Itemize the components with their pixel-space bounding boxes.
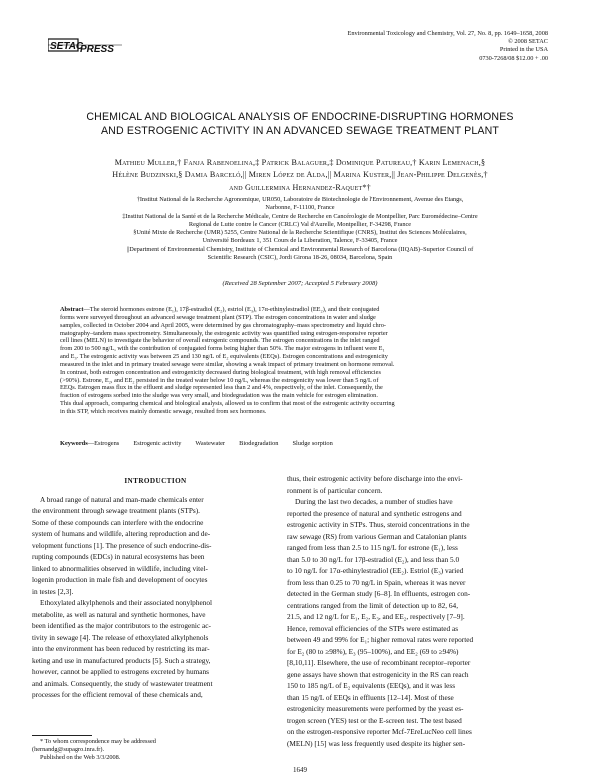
body-line: the environment through sewage treatment plants (STPs). (32, 506, 200, 515)
abstract-line: (>90%). Estrone, E₂, and EE₂ persisted in the treated water below 10 ng/L, whereas the estrogenicity was lower than 5 ng/L of (60, 376, 379, 384)
body-line: tivity in sewage [4]. The release of ethoxylated alkylphenols (32, 632, 209, 642)
body-line: metabolite, as well as natural and synthetic hormones, have (32, 609, 206, 619)
footnote-line-1: * To whom correspondence may be addressed (40, 738, 156, 745)
keywords-label: Keywords (60, 440, 88, 447)
setac-press-logo (48, 36, 122, 54)
title-line-2: AND ESTROGENIC ACTIVITY IN AN ADVANCED SEWAGE TREATMENT PLANT (100, 125, 500, 137)
body-line: 150 to 185 ng/L of E₂ equivalents (EEQs), and it was less (287, 681, 456, 690)
affiliation-line: Narbonne, F-11100, France (265, 204, 335, 212)
body-line: between 49 and 99% for E₁; higher removal rates were reported (287, 635, 474, 644)
authors-line-3: and Guillermina Hernandez-Raquet*† (229, 182, 371, 192)
body-line: (MELN) [15] was less frequently used despite its higher sen- (287, 738, 466, 748)
keyword: Estrogenic activity (133, 440, 182, 447)
body-line: raw sewage (RS) from various German and Catalonian plants (287, 531, 467, 541)
affiliation-line: Université Bordeaux 1, 351 Cours de la Liberation, Talence, F-33405, France (202, 237, 398, 245)
footnote-line-3: Published on the Web 3/3/2008. (40, 754, 121, 762)
abstract-line: forms were surveyed throughout an advanced sewage treatment plant (STP). The estrogen concentrations in water and sludge (60, 313, 376, 321)
body-line: on the estrogen-responsive reporter Mcf-7EreLucNeo cell lines (287, 727, 472, 736)
journal-line-4: 0730-7268/08 $12.00 + .00 (479, 54, 548, 62)
keyword: Wastewater (195, 440, 226, 447)
body-line: ronment is of particular concern. (287, 485, 383, 495)
body-line: keting and use in manufactured products [5]. Such a strategy, (32, 655, 211, 665)
abstract-label: Abstract (60, 306, 84, 313)
abstract-line: from 200 to 500 ng/L, with the contribution of conjugated forms being higher than 50%. The major estrogens in influent were E₁ (60, 345, 385, 353)
body-line: Hence, removal efficiencies of the STPs were estimated as (287, 623, 459, 633)
body-line: for E₂ (80 to ≥98%), E₃ (95–100%), and EE₂ (69 to ≥94%) (287, 646, 459, 656)
keyword: Sludge sorption (292, 440, 333, 447)
received-dates: (Received 28 September 2007; Accepted 5 February 2008) (222, 280, 378, 287)
footnote-rule (32, 735, 92, 736)
body-line: in testes [2,3]. (32, 586, 74, 596)
affiliation-line: Regional de Lutte contre le Cancer (CRLC) Val d'Aurelle, Montpellier, F-34298, France (188, 220, 412, 228)
page-number: 1649 (293, 766, 307, 774)
body-line: and animals. Consequently, the study of wastewater treatment (32, 678, 213, 688)
journal-line-3: Printed in the USA (499, 46, 548, 54)
abstract-line: cell lines (MELN) to investigate the behavior of overall estrogenic compounds. The estrogen concentrations in the inlet ranged (60, 337, 380, 345)
body-line: ranged from less than 2.5 to 115 ng/L for estrone (E₁), less (287, 543, 458, 552)
authors-line-1: Mathieu Muller,† Fanja Rabenoelina,‡ Patrick Balaguer,‡ Dominique Patureau,† Karin Lemenach,§ (114, 158, 486, 167)
abstract-line: matography–tandem mass spectrometry. Simultaneously, the estrogenic activity was quantified using estrogen-responsive reporter (60, 329, 388, 337)
journal-line-2: © 2008 SETAC (508, 38, 548, 46)
abstract (60, 306, 540, 416)
keyword: Biodegradation (239, 440, 279, 447)
setac-press-logo-mark (48, 36, 122, 54)
body-line: to 10 ng/L for 17α-ethinylestradiol (EE₂). Estriol (E₃) varied (287, 566, 464, 575)
svg-text:SETAC: SETAC (50, 41, 84, 52)
abstract-line: EEQs. Estrogen mass flux in the effluent and sludge represented less than 2 and 4%, respectively, of the inlet. Consequently, the (60, 384, 383, 392)
right-column (287, 473, 534, 749)
abstract-line: and E₃. The estrogenic activity was between 25 and 130 ng/L of E₂ equivalents (EEQs). Estrogen concentrations and estrogenicity (60, 353, 388, 361)
body-line: Ethoxylated alkylphenols and their associated nonylphenol (40, 598, 213, 607)
body-line: been identified as the major contributors to the estrogenic ac- (32, 621, 211, 630)
abstract-line: samples, collected in October 2004 and April 2005, were determined by gas chromatography–mass spectrometry and liquid chro- (60, 321, 386, 329)
abstract-line: fraction of estrogens sorbed into the sludge was very small, and biodegradation was the main vehicle for estrogen elimination. (60, 392, 378, 400)
journal-line-1: Environmental Toxicology and Chemistry, Vol. 27, No. 8, pp. 1649–1658, 2008 (347, 30, 548, 37)
body-line: gene assays have shown that estrogenicity in the RS can reach (287, 669, 469, 679)
body-line: logenin production in male fish and development of oocytes (32, 575, 208, 584)
authors-line-2: Hélène Budzinski,§ Damia Barceló,|| Miren López de Alda,|| Marina Kuster,|| Jean-Philippe Delgenès,† (112, 170, 488, 180)
left-column (32, 476, 279, 701)
affiliation-line: Scientific Research (CSIC), Jordi Girona 18-26, 08034, Barcelona, Spain (207, 254, 393, 262)
affiliation-line: ‡Institut National de la Santé et de la Recherche Médicale, Centre de Recherche en Cancérologie de Montpellier, Parc Euromédecine–Centre (122, 212, 478, 220)
keyword: —Estrogens (87, 440, 120, 447)
body-line: During the last two decades, a number of studies have (295, 497, 453, 506)
body-line: processes for the efficient removal of these chemicals and, (32, 690, 203, 699)
section-heading-introduction: INTRODUCTION (124, 477, 187, 485)
body-line: 21.5, and 12 ng/L for E₁, E₂, E₃, and EE₂, respectively [7–9]. (287, 612, 465, 621)
svg-text:PRESS: PRESS (80, 44, 114, 54)
body-line: estrogenicity measurements were performed by the yeast es- (287, 704, 464, 713)
body-line: rupting compounds (EDCs) in natural ecosystems has been (32, 552, 205, 561)
body-line: system of humans and wildlife, altering reproduction and de- (32, 529, 211, 538)
author-list (44, 157, 556, 194)
body-line: thus, their estrogenic activity before discharge into the envi- (287, 474, 463, 483)
affiliation-line: §Unité Mixte de Recherche (UMR) 5255, Centre National de la Recherche Scientifique (CNRS), Institut des Sciences Moléculaires, (133, 229, 467, 237)
abstract-line: in this STP, which receives mainly domestic sewage, resulted from sex hormones. (60, 407, 267, 415)
body-line: velopment functions [1]. The presence of such endocrine-dis- (32, 540, 212, 550)
footnotes (32, 738, 282, 763)
footnote-line-2: (hernandg@supagro.inra.fr). (32, 746, 105, 754)
body-line: than 15 ng/L of EEQs in effluents [12–14]. Most of these (287, 692, 454, 702)
affiliation-line: ||Department of Environmental Chemistry, Institute of Chemical and Environmental Research of Barcelona (IIQAB)–Superior Council of (126, 245, 474, 253)
body-line: into the environment has been reduced by restricting its mar- (32, 644, 210, 653)
body-line: A broad range of natural and man-made chemicals enter (40, 494, 204, 504)
keywords (60, 440, 540, 447)
body-line: reported the presence of natural and synthetic estrogens and (287, 508, 462, 518)
body-line: from less than 0.25 to 70 ng/L in Spain, whereas it was never (287, 577, 466, 587)
body-line: than 5.0 to 30 ng/L for 17β-estradiol (E₂), and less than 5.0 (287, 554, 460, 564)
body-line: however, cannot be applied to estrogens excreted by humans (32, 667, 210, 676)
body-line: detected in the German study [6–8]. In effluents, estrogen con- (287, 589, 471, 598)
affiliations (44, 196, 556, 262)
body-line: centrations ranged from the limit of detection up to 82, 64, (287, 600, 459, 610)
article-title (40, 110, 560, 138)
title-line-1: CHEMICAL AND BIOLOGICAL ANALYSIS OF ENDOCRINE-DISRUPTING HORMONES (86, 111, 514, 123)
body-line: [8,10,11]. Elsewhere, the use of recombinant receptor–reporter (287, 658, 471, 667)
abstract-line: This dual approach, comparing chemical and biological analysis, allowed us to confirm that most of the estrogenic activity occurring (60, 400, 395, 408)
affiliation-line: †Institut National de la Recherche Agronomique, UR050, Laboratoire de Biotechnologie de l'Environnement, Avenue des Etangs, (136, 196, 464, 203)
abstract-line: measured in the inlet and in primary treated sewage were similar, showing a weak impact of primary treatment on hormone removal. (60, 360, 395, 368)
abstract-line: —The steroid hormones estrone (E₁), 17β-estradiol (E₂), estriol (E₃), 17α-ethinylestradiol (EE₂), and their conjugated (83, 306, 380, 313)
abstract-line: In contrast, both estrogen concentration and estrogenicity decreased during biological treatment, with high removal efficiencies (60, 368, 381, 376)
body-line: trogen screen (YES) test or the E-screen test. The test based (287, 715, 462, 725)
body-line: Some of these compounds can interfere with the endocrine (32, 517, 204, 527)
body-line: estrogenic activity in STPs. Thus, steroid concentrations in the (287, 520, 470, 529)
body-line: linked to abnormalities observed in wildlife, including vitel- (32, 563, 208, 573)
journal-citation (248, 30, 548, 63)
